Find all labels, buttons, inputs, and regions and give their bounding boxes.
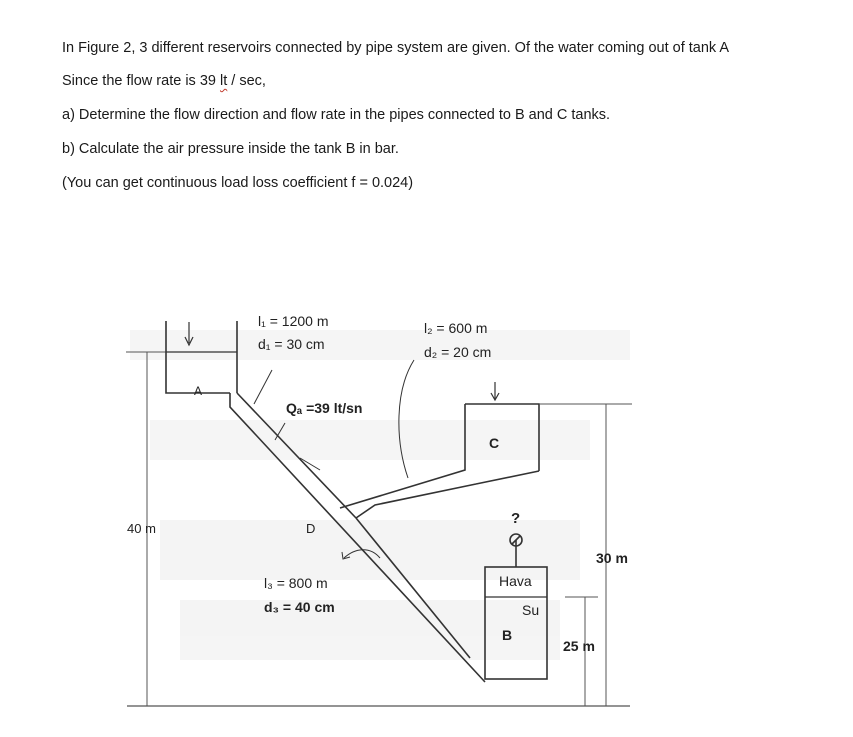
elevation-b-label: 25 m — [563, 638, 595, 654]
tank-c-bottom — [476, 471, 539, 484]
flow-rate-label: Qₐ =39 lt/sn — [286, 400, 363, 416]
line2-unit: lt — [219, 73, 228, 89]
background-smudges — [130, 330, 630, 660]
leader-pipe1 — [254, 370, 272, 404]
pipe2-length: l₂ = 600 m — [424, 320, 488, 336]
leader-pipe2 — [399, 360, 414, 478]
air-label: Hava — [499, 573, 532, 589]
pipe3-diameter: d₃ = 40 cm — [264, 599, 335, 615]
tank-b-label: B — [502, 627, 513, 643]
unknown-pressure-label: ? — [511, 510, 521, 527]
pipe1-length: l₁ = 1200 m — [258, 313, 329, 329]
problem-line-1: In Figure 2, 3 different reservoirs connected by pipe system are given. Of the water coming out of tank A — [62, 40, 730, 56]
note: (You can get continuous load loss coefficient f = 0.024) — [62, 175, 414, 191]
junction-d-label: D — [306, 521, 316, 536]
pipe2-diameter: d₂ = 20 cm — [424, 344, 492, 360]
elevation-a-label: 40 m — [127, 521, 156, 536]
branch-to-c-upper — [356, 484, 476, 518]
water-label: Su — [522, 602, 540, 618]
tank-c-label: C — [489, 435, 500, 451]
line2-pre: Since the flow rate is 39 — [62, 73, 220, 89]
pipe1-diameter: d₁ = 30 cm — [258, 336, 325, 352]
pipe3-length: l₃ = 800 m — [264, 575, 328, 591]
elevation-c-label: 30 m — [596, 550, 628, 566]
tank-a-label: A — [194, 384, 203, 398]
part-a: a) Determine the flow direction and flow rate in the pipes connected to B and C tanks. — [62, 107, 611, 123]
line2-post: / sec, — [227, 73, 266, 89]
part-b: b) Calculate the air pressure inside the tank B in bar. — [62, 141, 399, 157]
